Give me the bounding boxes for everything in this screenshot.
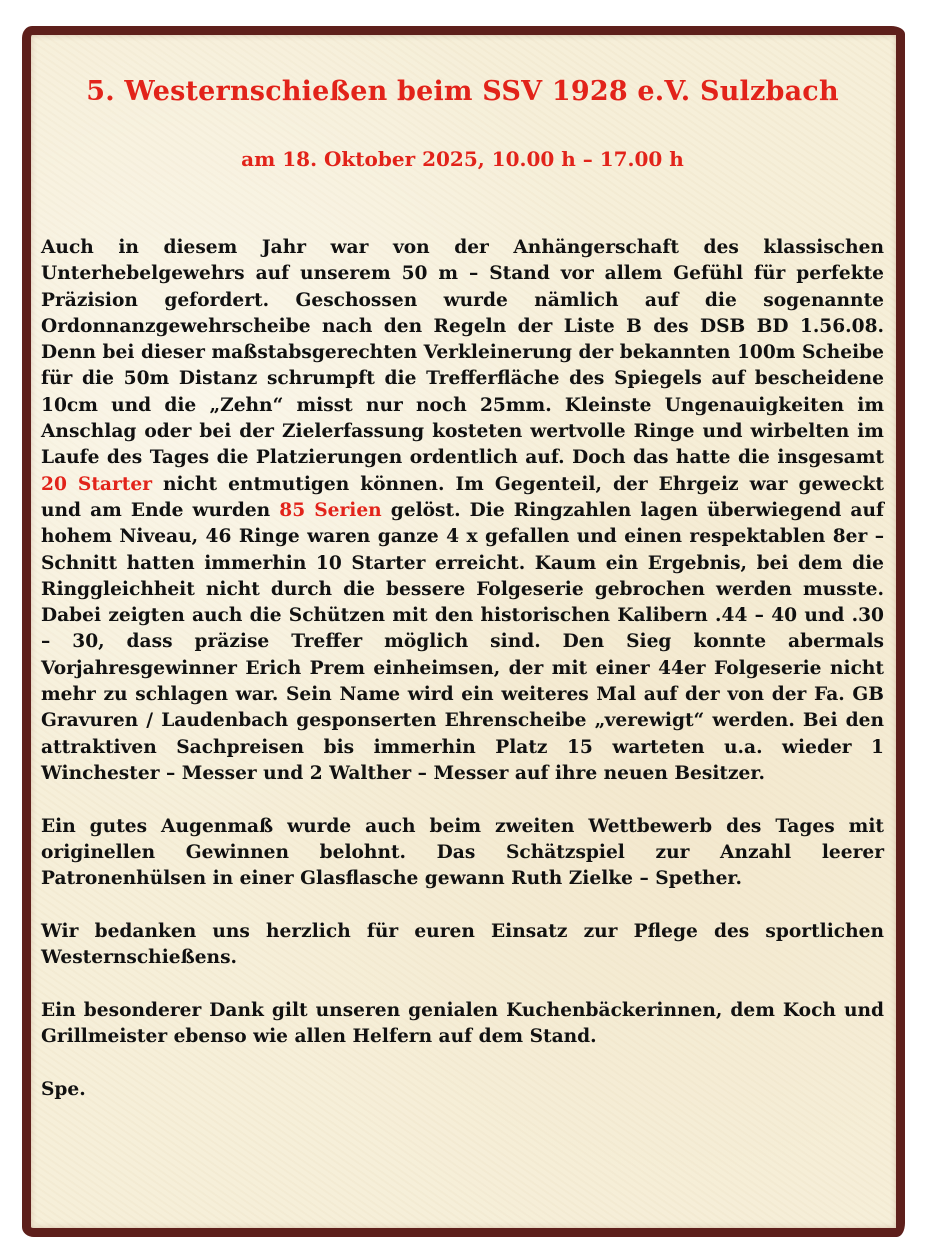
series-count-highlight: 85 Serien	[279, 499, 382, 521]
report-text-part-2: nicht entmutigen können. Im Gegenteil, der Ehrgeiz war geweckt und am Ende wurden	[41, 473, 884, 521]
thanks-paragraph: Wir bedanken uns herzlich für euren Einsatz zur Pflege des sportlichen Westernschießens.	[41, 920, 884, 969]
event-date-subtitle: am 18. Oktober 2025, 10.00 h – 17.00 h	[241, 147, 684, 171]
report-paragraph	[41, 235, 884, 787]
signature: Spe.	[41, 1078, 86, 1100]
page-title: 5. Westernschießen beim SSV 1928 e.V. Sulzbach	[86, 76, 839, 107]
report-text-part-3: gelöst. Die Ringzahlen lagen überwiegend auf hohem Niveau, 46 Ringe waren ganze 4 x gefallen und einen respektablen 8er – Schnitt hatten immerhin 10 Starter erreicht. Kaum ein Ergebnis, bei dem die Ringgleichheit nicht durch die bessere Folgeserie gebrochen werden musste. Dabei zeigten auch die Schützen mit den historischen Kalibern .44 – 40 und .30 – 30, dass präzise Treffer möglich sind. Den Sieg konnte abermals Vorjahresgewinner Erich Prem einheimsen, der mit einer 44er Folgeserie nicht mehr zu schlagen war. Sein Name wird ein weiteres Mal auf der von der Fa. GB Gravuren / Laudenbach gesponserten Ehrenscheibe „verewigt“ werden. Bei den attraktiven Sachpreisen bis immerhin Platz 15 warteten u.a. wieder 1 Winchester – Messer und 2 Walther – Messer auf ihre neuen Besitzer.	[41, 499, 884, 784]
estimation-game-paragraph: Ein gutes Augenmaß wurde auch beim zweiten Wettbewerb des Tages mit originellen Gewinnen belohnt. Das Schätzspiel zur Anzahl leerer Patronenhülsen in einer Glasflasche gewann Ruth Zielke – Spether.	[41, 815, 884, 890]
report-text-part-1: Auch in diesem Jahr war von der Anhängerschaft des klassischen Unterhebelgewehrs auf unserem 50 m – Stand vor allem Gefühl für perfekte Präzision gefordert. Geschossen wurde nämlich auf die sogenannte Ordonnanzgewehrscheibe nach den Regeln der Liste B des DSB BD 1.56.08. Denn bei dieser maßstabsgerechten Verkleinerung der bekannten 100m Scheibe für die 50m Distanz schrumpft die Trefferfläche des Spiegels auf bescheidene 10cm und die „Zehn“ misst nur noch 25mm. Kleinste Ungenauigkeiten im Anschlag oder bei der Zielerfassung kosteten wertvolle Ringe und wirbelten im Laufe des Tages die Platzierungen ordentlich auf. Doch das hatte die insgesamt	[41, 237, 884, 469]
special-thanks-paragraph: Ein besonderer Dank gilt unseren genialen Kuchenbäckerinnen, dem Koch und Grillmeister ebenso wie allen Helfern auf dem Stand.	[41, 999, 884, 1047]
starter-count-highlight: 20 Starter	[41, 473, 152, 495]
article-body	[41, 235, 884, 1129]
